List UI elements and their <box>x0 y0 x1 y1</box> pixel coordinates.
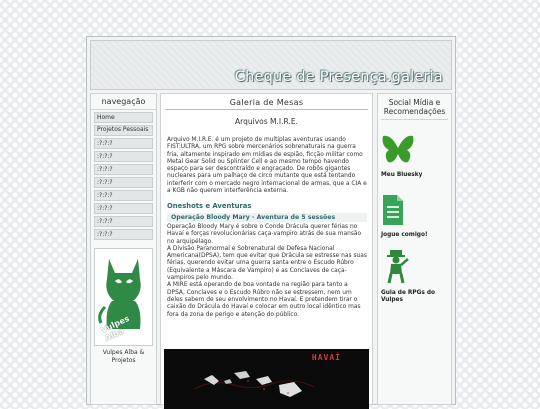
article-body <box>167 137 367 319</box>
nav-item[interactable]: :?:?:? <box>94 164 153 175</box>
nav-item[interactable]: :?:?:? <box>94 151 153 162</box>
section-heading: Oneshots e Aventuras <box>167 202 252 211</box>
paragraph: A Divisão Paranormal e Sobrenatural de Defesa Nacional Americana(DPSA), tem que evitar que Drácula se estresse nas suas férias, querendo evitar uma guerra santa entre o Escudo Rúbro (Equivalente a Máscara de Vampiro) e as Conclaves de caça-vampiros pelo mundo. <box>167 245 367 282</box>
social-label: Jogue comigo! <box>381 232 428 238</box>
left-sidebar <box>90 93 157 405</box>
nav-item[interactable]: :?:?:? <box>94 177 153 188</box>
operation-detail: - Aventura de 5 sessões <box>251 213 336 221</box>
sidebar-heading: Social Mídia e Recomendações <box>381 98 448 120</box>
right-sidebar <box>377 93 452 405</box>
operation-name: Operação Bloody Mary <box>171 213 250 221</box>
social-label: Guia de RPGs do Vulpes <box>381 290 435 303</box>
paragraph: Operação Bloody Mary é sobre o Conde Drácula querer férias no Havaí e forças revolucionárias caça-vampiro atrás de sua mansão no arquipélago. <box>167 223 362 245</box>
nav-item[interactable]: :?:?:? <box>94 138 153 149</box>
operation-heading[interactable] <box>167 213 367 222</box>
social-label: Meu Bluesky <box>381 172 423 178</box>
nav-item[interactable]: :?:?:? <box>94 216 153 227</box>
nav-item-home[interactable]: Home <box>94 112 153 123</box>
logo-caption: Vulpes Alba & Projetos <box>102 348 145 364</box>
paragraph: A MIRE está operando de boa vontade na região para tanto a DPSA, Conclaves e o Escudo Rúbro não se estressem, nem um deles sabem de seu envolvimento no Havaí. E pretendem tirar o caixão do Drácula do Havaí e colocar em outro local idêntico mas fora da zona de perigo e atenção do público. <box>167 282 361 318</box>
nav-item-projetos[interactable]: Projetos Pessoais <box>94 125 153 136</box>
document-icon <box>381 194 405 226</box>
main-content <box>160 93 373 405</box>
figure-icon <box>381 248 411 284</box>
rpg-guide-link[interactable] <box>381 248 449 304</box>
intro-paragraph: Arquivo M.I.R.E. é um projeto de multiplas aventuras usando FIST:ULTRA, um RPG sobre mercenários sobrenaturais na guerra fria, altamente inspirado em mídias de espião, ficção militar como Metal Gear Solid ou Splinter Cell e ao mesmo tempo havendo espaço para ser descontraído e engraçado. De robôs gigantes nucleares para um palhaço de circo mutante que está tentando interferir com o mercado negro internacional de armas, que a CIA e a KGB não querem interferência externa. <box>167 137 367 195</box>
hawaii-map-image <box>164 349 369 409</box>
nav-item[interactable]: :?:?:? <box>94 229 153 240</box>
page-title: Galeria de Mesas <box>165 98 368 110</box>
site-title[interactable]: Cheque de Presença.galeria <box>234 69 443 85</box>
logo-text: Vulpes Alba <box>99 313 131 343</box>
vulpes-alba-logo[interactable] <box>94 248 153 346</box>
image-title: HAVAÍ <box>311 353 341 362</box>
site-banner <box>90 40 452 90</box>
nav-item[interactable]: :?:?:? <box>94 203 153 214</box>
nav-item[interactable]: :?:?:? <box>94 190 153 201</box>
jogue-comigo-link[interactable] <box>381 194 449 239</box>
sidebar-heading: navegação <box>91 97 156 110</box>
bluesky-link[interactable] <box>381 132 449 179</box>
butterfly-icon <box>381 132 415 166</box>
page-subtitle: Arquivos M.I.R.E. <box>235 117 298 126</box>
